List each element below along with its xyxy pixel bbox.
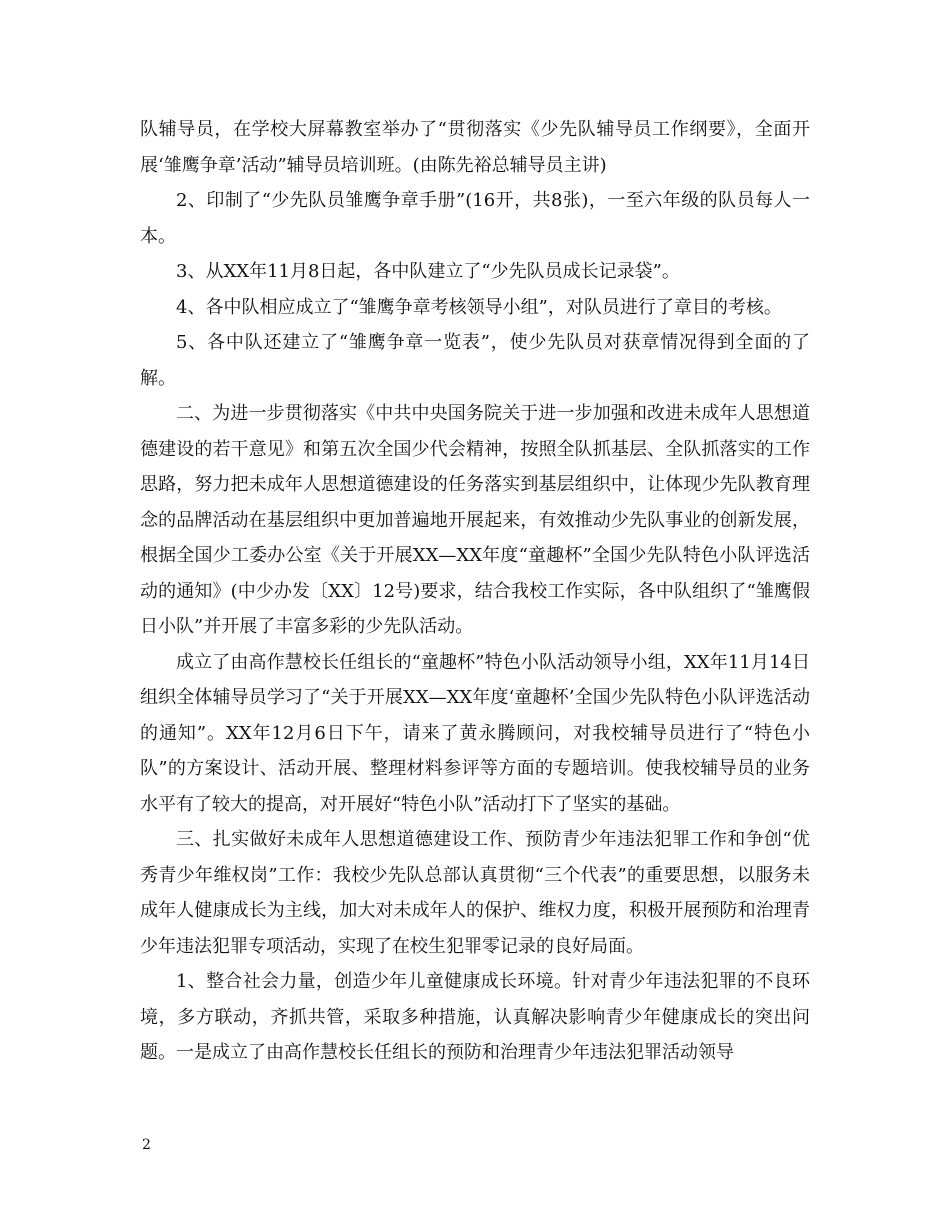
paragraph-continued-training: 队辅导员，在学校大屏幕教室举办了“贯彻落实《少先队辅导员工作纲要》，全面开展‘雏鹰争章’活动”辅导员培训班。(由陈先裕总辅导员主讲) (140, 119, 810, 176)
paragraph-special-squad-leadership: 成立了由高作慧校长任组长的“童趣杯”特色小队活动领导小组，XX年11月14日组织全体辅导员学习了“关于开展XX—XX年度‘童趣杯’全国少先队特色小队评选活动的通知”。XX年12月6日下午，请来了黄永腾顾问，对我校辅导员进行了“特色小队”的方案设计、活动开展、整理材料参评等方面的专题培训。使我校辅导员的业务水平有了较大的提高，对开展好“特色小队”活动打下了坚实的基础。 (140, 651, 810, 815)
paragraph-item-2-handbook: 2、印制了“少先队员雏鹰争章手册”(16开，共8张)，一至六年级的队员每人一本。 (140, 190, 810, 247)
page-number: 2 (142, 1137, 151, 1153)
paragraph-section-2: 二、为进一步贯彻落实《中共中央国务院关于进一步加强和改进未成年人思想道德建设的若干意见》和第五次全国少代会精神，按照全队抓基层、全队抓落实的工作思路，努力把未成年人思想道德建设的任务落实到基层组织中，让体现少先队教育理念的品牌活动在基层组织中更加普遍地开展起来，有效推动少先队事业的创新发展，根据全国少工委办公室《关于开展XX—XX年度“童趣杯”全国少先队特色小队评选活动的通知》(中少办发〔XX〕12号)要求，结合我校工作实际，各中队组织了“雏鹰假日小队”并开展了丰富多彩的少先队活动。 (140, 403, 810, 637)
body-text (140, 112, 810, 1071)
paragraph-item-1-social-forces: 1、整合社会力量，创造少年儿童健康成长环境。针对青少年违法犯罪的不良环境，多方联动，齐抓共管，采取多种措施，认真解决影响青少年健康成长的突出问题。一是成立了由高作慧校长任组长的预防和治理青少年违法犯罪活动领导 (140, 971, 810, 1063)
paragraph-item-5-overview-table: 5、各中队还建立了“雏鹰争章一览表”，使少先队员对获章情况得到全面的了解。 (140, 332, 810, 389)
paragraph-item-3-record-bag: 3、从XX年11月8日起，各中队建立了“少先队员成长记录袋”。 (176, 261, 680, 282)
paragraph-section-3: 三、扎实做好未成年人思想道德建设工作、预防青少年违法犯罪工作和争创“优秀青少年维权岗”工作：我校少先队总部认真贯彻“三个代表”的重要思想，以服务未成年人健康成长为主线，加大对未成年人的保护、维权力度，积极开展预防和治理青少年违法犯罪专项活动，实现了在校生犯罪零记录的良好局面。 (140, 829, 810, 957)
paragraph-item-4-assessment-group: 4、各中队相应成立了“雏鹰争章考核领导小组”，对队员进行了章目的考核。 (176, 296, 782, 318)
